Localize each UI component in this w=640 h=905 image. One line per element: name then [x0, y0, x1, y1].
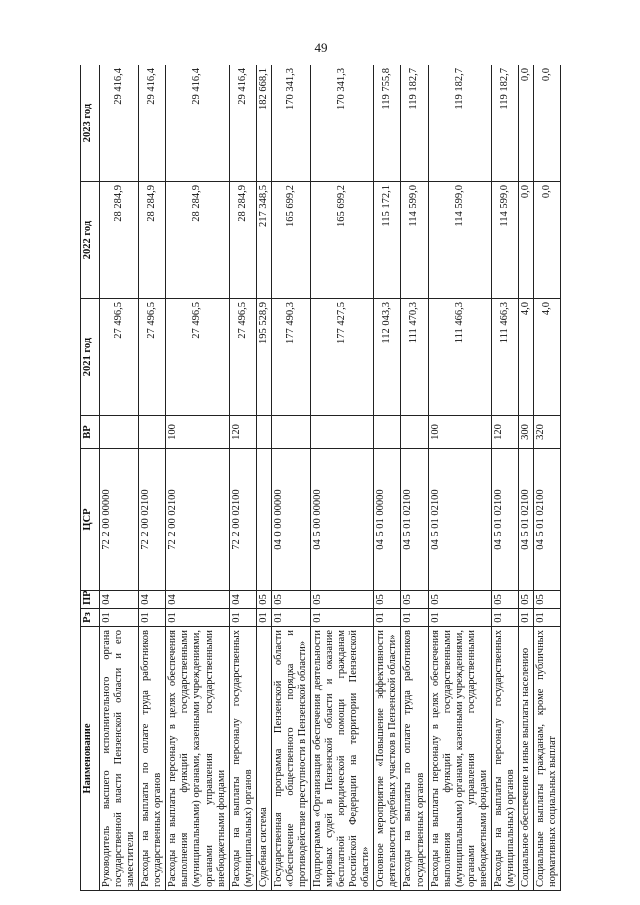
cell-csr: 04 5 01 02100 — [401, 449, 428, 591]
cell-csr: 72 2 00 00000 — [100, 449, 139, 591]
table-header-row — [81, 65, 100, 891]
cell-rz: 01 — [311, 609, 374, 627]
cell-2022: 114 599,0 — [401, 182, 428, 299]
cell-pr: 05 — [311, 591, 374, 609]
cell-2022: 114 599,0 — [428, 182, 491, 299]
cell-2021: 27 496,5 — [166, 299, 229, 416]
cell-pr: 05 — [534, 591, 561, 609]
cell-name: Социальное обеспечение и иные выплаты населению — [519, 627, 534, 891]
cell-rz: 01 — [139, 609, 166, 627]
cell-rz: 01 — [229, 609, 256, 627]
cell-vr — [401, 416, 428, 449]
cell-2023: 29 416,4 — [139, 65, 166, 182]
cell-rz: 01 — [256, 609, 271, 627]
table-row — [256, 65, 271, 891]
table-row — [491, 65, 518, 891]
cell-pr: 04 — [100, 591, 139, 609]
cell-vr — [100, 416, 139, 449]
cell-csr — [256, 449, 271, 591]
table-row — [139, 65, 166, 891]
rotated-table-content — [80, 65, 577, 891]
cell-2022: 0,0 — [519, 182, 534, 299]
header-pr: ПР — [81, 591, 100, 609]
cell-vr: 120 — [229, 416, 256, 449]
table-row — [229, 65, 256, 891]
cell-2022: 28 284,9 — [100, 182, 139, 299]
cell-2022: 28 284,9 — [139, 182, 166, 299]
cell-csr: 72 2 00 02100 — [229, 449, 256, 591]
cell-name: Подпрограмма «Организация обеспечения деятельности мировых судей в Пензенской области и оказание бесплатной юридической помощи гражданам Российской Федерации на территории Пензенской области» — [311, 627, 374, 891]
cell-2023: 0,0 — [534, 65, 561, 182]
cell-2023: 0,0 — [519, 65, 534, 182]
table-row — [428, 65, 491, 891]
table-row — [534, 65, 561, 891]
table-row — [519, 65, 534, 891]
cell-name: Расходы на выплаты по оплате труда работников государственных органов — [139, 627, 166, 891]
cell-vr: 320 — [534, 416, 561, 449]
cell-pr: 05 — [271, 591, 310, 609]
cell-pr: 05 — [519, 591, 534, 609]
table-row — [401, 65, 428, 891]
cell-2023: 29 416,4 — [166, 65, 229, 182]
cell-csr: 04 5 01 02100 — [491, 449, 518, 591]
cell-2021: 27 496,5 — [229, 299, 256, 416]
table-row — [166, 65, 229, 891]
cell-2022: 165 699,2 — [311, 182, 374, 299]
cell-vr — [271, 416, 310, 449]
cell-vr: 120 — [491, 416, 518, 449]
cell-2021: 111 470,3 — [401, 299, 428, 416]
table-row — [311, 65, 374, 891]
cell-2021: 111 466,3 — [491, 299, 518, 416]
cell-name: Расходы на выплаты по оплате труда работников государственных органов — [401, 627, 428, 891]
cell-2023: 119 182,7 — [428, 65, 491, 182]
cell-rz: 01 — [271, 609, 310, 627]
cell-vr — [256, 416, 271, 449]
table-row — [100, 65, 139, 891]
cell-2022: 217 348,5 — [256, 182, 271, 299]
cell-2021: 4,0 — [534, 299, 561, 416]
cell-2021: 195 528,9 — [256, 299, 271, 416]
cell-vr: 100 — [166, 416, 229, 449]
header-2023: 2023 год — [81, 65, 100, 182]
cell-vr — [374, 416, 401, 449]
cell-2023: 170 341,3 — [271, 65, 310, 182]
cell-2022: 28 284,9 — [166, 182, 229, 299]
cell-2021: 27 496,5 — [100, 299, 139, 416]
cell-2022: 0,0 — [534, 182, 561, 299]
budget-table — [80, 65, 561, 891]
cell-2021: 111 466,3 — [428, 299, 491, 416]
cell-2021: 177 427,5 — [311, 299, 374, 416]
cell-rz: 01 — [491, 609, 518, 627]
cell-pr: 04 — [229, 591, 256, 609]
cell-2021: 4,0 — [519, 299, 534, 416]
cell-name: Государственная программа Пензенской области «Обеспечение общественного порядка и противодействие преступности в Пензенской области» — [271, 627, 310, 891]
cell-vr: 100 — [428, 416, 491, 449]
cell-2023: 119 755,8 — [374, 65, 401, 182]
table-body — [100, 65, 561, 891]
cell-csr: 04 0 00 00000 — [271, 449, 310, 591]
cell-rz: 01 — [519, 609, 534, 627]
header-2021: 2021 год — [81, 299, 100, 416]
cell-pr: 05 — [491, 591, 518, 609]
header-2022: 2022 год — [81, 182, 100, 299]
cell-csr: 04 5 01 02100 — [428, 449, 491, 591]
cell-vr: 300 — [519, 416, 534, 449]
cell-pr: 05 — [428, 591, 491, 609]
cell-2022: 115 172,1 — [374, 182, 401, 299]
page-number: 49 — [314, 40, 328, 55]
cell-2022: 28 284,9 — [229, 182, 256, 299]
cell-2023: 29 416,4 — [229, 65, 256, 182]
cell-pr: 04 — [166, 591, 229, 609]
cell-csr: 72 2 00 02100 — [166, 449, 229, 591]
cell-name: Расходы на выплаты персоналу государственных (муниципальных) органов — [229, 627, 256, 891]
cell-name: Расходы на выплаты персоналу в целях обеспечения выполнения функций государственными (муниципальными) органами, казенными учреждениями, органами управления государственными внебюджетными фондами — [166, 627, 229, 891]
cell-2021: 177 490,3 — [271, 299, 310, 416]
cell-vr — [311, 416, 374, 449]
table-row — [374, 65, 401, 891]
cell-vr — [139, 416, 166, 449]
cell-name: Руководитель высшего исполнительного органа государственной власти Пензенской области и его заместители — [100, 627, 139, 891]
cell-name: Судебная система — [256, 627, 271, 891]
table-row — [271, 65, 310, 891]
cell-csr: 04 5 01 00000 — [374, 449, 401, 591]
cell-pr: 05 — [256, 591, 271, 609]
cell-name: Расходы на выплаты персоналу государственных (муниципальных) органов — [491, 627, 518, 891]
cell-csr: 72 2 00 02100 — [139, 449, 166, 591]
header-csr: ЦСР — [81, 449, 100, 591]
cell-2022: 165 699,2 — [271, 182, 310, 299]
cell-2021: 27 496,5 — [139, 299, 166, 416]
cell-rz: 01 — [428, 609, 491, 627]
cell-name: Расходы на выплаты персоналу в целях обеспечения выполнения функций государственными (муниципальными) органами, казенными учреждениями, органами управления государственными внебюджетными фондами — [428, 627, 491, 891]
cell-2023: 182 668,1 — [256, 65, 271, 182]
cell-2023: 29 416,4 — [100, 65, 139, 182]
cell-2021: 112 043,3 — [374, 299, 401, 416]
cell-name: Социальные выплаты гражданам, кроме публичных нормативных социальных выплат — [534, 627, 561, 891]
header-name: Наименование — [81, 627, 100, 891]
cell-rz: 01 — [166, 609, 229, 627]
cell-2023: 119 182,7 — [401, 65, 428, 182]
cell-pr: 05 — [374, 591, 401, 609]
cell-pr: 05 — [401, 591, 428, 609]
cell-csr: 04 5 01 02100 — [534, 449, 561, 591]
cell-rz: 01 — [374, 609, 401, 627]
cell-pr: 04 — [139, 591, 166, 609]
cell-rz: 01 — [401, 609, 428, 627]
header-rz: Рз — [81, 609, 100, 627]
cell-name: Основное мероприятие «Повышение эффективности деятельности судебных участков в Пензенской области» — [374, 627, 401, 891]
cell-2023: 170 341,3 — [311, 65, 374, 182]
header-vr: ВР — [81, 416, 100, 449]
cell-rz: 01 — [534, 609, 561, 627]
cell-rz: 01 — [100, 609, 139, 627]
cell-csr: 04 5 00 00000 — [311, 449, 374, 591]
cell-2023: 119 182,7 — [491, 65, 518, 182]
cell-2022: 114 599,0 — [491, 182, 518, 299]
rotated-table-frame — [80, 65, 577, 891]
cell-csr: 04 5 01 02100 — [519, 449, 534, 591]
